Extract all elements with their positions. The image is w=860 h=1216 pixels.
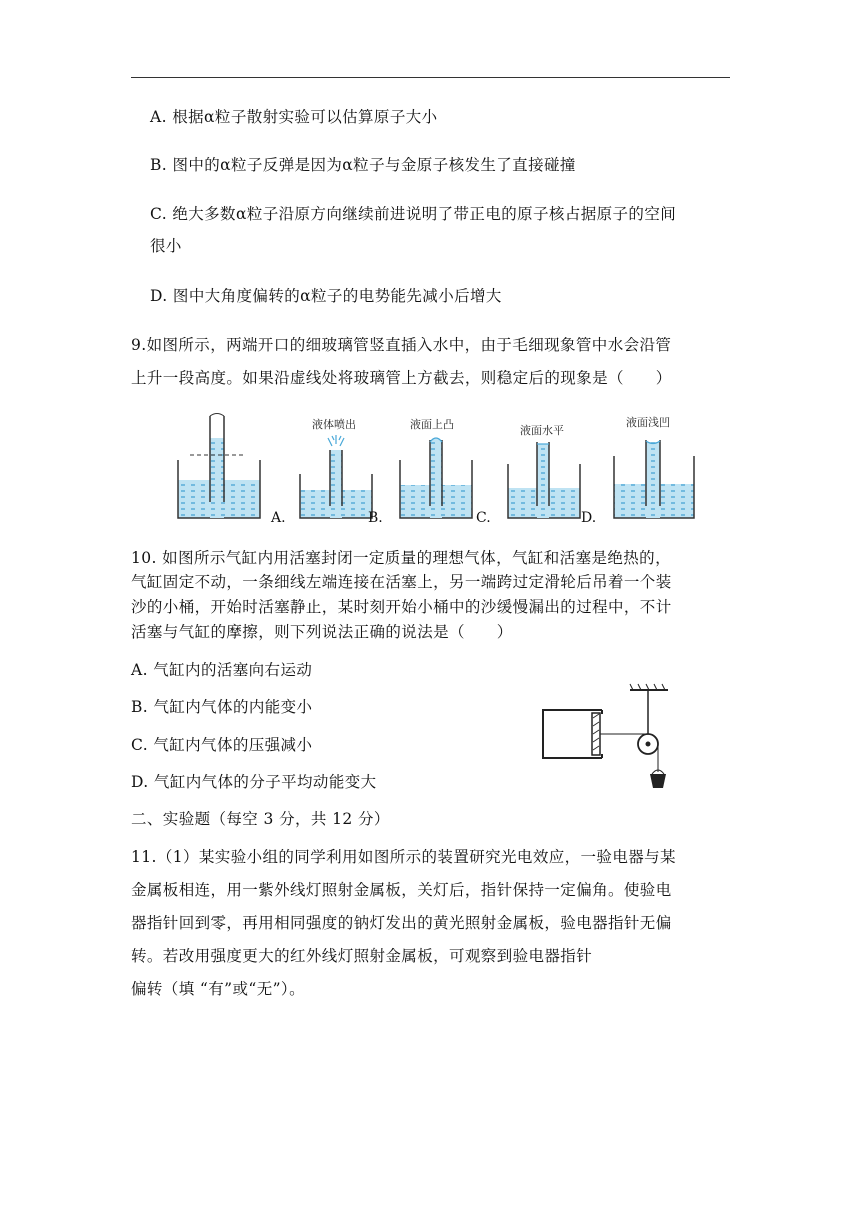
q8-option-b: B. 图中的α粒子反弹是因为α粒子与金原子核发生了直接碰撞 (150, 156, 576, 174)
q9-stem-line1: 9.如图所示，两端开口的细玻璃管竖直插入水中，由于毛细现象管中水会沿管 (131, 336, 672, 354)
q11-stem-line4: 转。若改用强度更大的红外线灯照射金属板，可观察到验电器指针 (131, 947, 593, 965)
q10-stem-line4: 活塞与气缸的摩擦，则下列说法正确的说法是（ ） (131, 623, 513, 641)
cylinder-piston-figure (540, 680, 675, 798)
option-d-diagram (614, 415, 694, 518)
caption-d: 液面浅凹 (626, 416, 670, 429)
original-setup-diagram (178, 414, 260, 519)
q10-stem-line1: 10. 如图所示气缸内用活塞封闭一定质量的理想气体，气缸和活塞是绝热的， (131, 549, 671, 567)
option-b-diagram (400, 417, 472, 518)
q10-option-a: A. 气缸内的活塞向右运动 (131, 661, 313, 679)
q10-option-c: C. 气缸内气体的压强减小 (131, 736, 313, 754)
q11-stem-line3: 器指针回到零，再用相同强度的钠灯发出的黄光照射金属板，验电器指针无偏 (131, 914, 672, 932)
q10-stem-line3: 沙的小桶，开始时活塞静止，某时刻开始小桶中的沙缓慢漏出的过程中，不计 (131, 598, 672, 616)
caption-c: 液面水平 (520, 424, 564, 437)
q9-stem-line2: 上升一段高度。如果沿虚线处将玻璃管上方截去，则稳定后的现象是（ ） (131, 369, 672, 387)
q8-option-c-line1: C. 绝大多数α粒子沿原方向继续前进说明了带正电的原子核占据原子的空间 (150, 205, 677, 223)
option-a-diagram (300, 417, 372, 518)
q8-option-c-line2: 很小 (150, 237, 182, 255)
section-2-title: 二、实验题（每空 3 分，共 12 分） (131, 810, 390, 828)
option-c-diagram (508, 423, 580, 518)
option-label-b: B. (368, 510, 383, 526)
q11-stem-line2: 金属板相连，用一紫外线灯照射金属板，关灯后，指针保持一定偏角。使验电 (131, 881, 672, 899)
sand-bucket (650, 774, 666, 788)
q10-option-d: D. 气缸内气体的分子平均动能变大 (131, 773, 377, 791)
q11-stem-line5: 偏转（填 “有”或“无”）。 (131, 980, 305, 998)
option-label-c: C. (476, 510, 491, 526)
option-label-a: A. (271, 510, 286, 526)
q10-option-b: B. 气缸内气体的内能变小 (131, 698, 313, 716)
caption-b: 液面上凸 (410, 418, 454, 431)
q11-stem-line1: 11.（1）某实验小组的同学利用如图所示的装置研究光电效应，一验电器与某 (131, 848, 676, 866)
header-rule (131, 77, 730, 78)
q10-stem-line2: 气缸固定不动，一条细线左端连接在活塞上，另一端跨过定滑轮后吊着一个装 (131, 573, 672, 591)
q8-option-a: A. 根据α粒子散射实验可以估算原子大小 (150, 108, 438, 126)
option-label-d: D. (581, 510, 597, 526)
q8-option-d: D. 图中大角度偏转的α粒子的电势能先减小后增大 (150, 287, 502, 305)
capillary-tubes-figure (170, 410, 730, 528)
caption-a: 液体喷出 (312, 418, 356, 431)
